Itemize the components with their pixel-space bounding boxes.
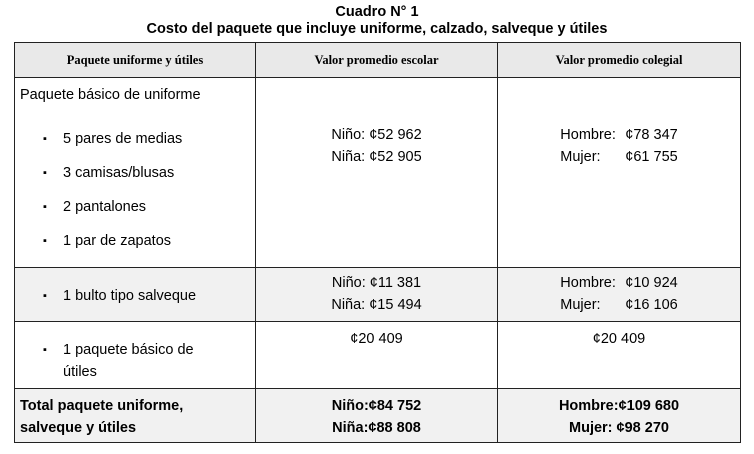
table-row-supplies [15, 322, 741, 389]
list-item: ▪ 2 pantalones [15, 196, 255, 218]
header-colegial: Valor promedio colegial [498, 43, 741, 78]
colegial-values: Hombre: ¢78 347 Mujer: ¢61 755 [560, 127, 678, 165]
colegial-values: Hombre: ¢10 924 Mujer: ¢16 106 [560, 275, 678, 313]
escolar-value: Niño: ¢52 962 [331, 127, 422, 143]
bag-escolar-cell [256, 268, 498, 322]
escolar-value: ¢20 409 [350, 331, 403, 347]
total-label-cell: Total paquete uniforme, salveque y útiles [15, 389, 256, 443]
table-subtitle: Costo del paquete que incluye uniforme, calzado, salveque y útiles [146, 21, 608, 37]
total-colegial-value: Mujer: ¢98 270 [569, 420, 669, 436]
escolar-value: Niña: ¢52 905 [331, 149, 422, 165]
bullet-icon: ▪ [43, 201, 47, 213]
table-title: Cuadro N° 1 [335, 4, 419, 20]
uniform-package-cell [15, 78, 256, 268]
colegial-value: ¢20 409 [592, 331, 646, 347]
list-item: ▪ 1 bulto tipo salveque [15, 268, 255, 307]
supplies-escolar-cell [256, 322, 498, 389]
bag-package-cell [15, 268, 256, 322]
table-row-total [15, 389, 741, 443]
total-colegial-cell [498, 389, 741, 443]
supplies-colegial-cell [498, 322, 741, 389]
total-colegial-value: Hombre:¢109 680 [558, 398, 680, 414]
list-item: ▪ 5 pares de medias [15, 128, 255, 150]
escolar-value: Niña: ¢15 494 [331, 297, 422, 313]
table-row-uniform [15, 78, 741, 268]
bullet-icon: ▪ [43, 290, 47, 302]
escolar-value: Niño: ¢11 381 [331, 275, 422, 291]
list-item: ▪ 1 paquete básico de útiles [15, 322, 255, 383]
bag-colegial-cell [498, 268, 741, 322]
uniform-heading: Paquete básico de uniforme [20, 87, 201, 103]
bullet-icon: ▪ [43, 133, 47, 145]
bullet-icon: ▪ [43, 235, 47, 247]
header-package: Paquete uniforme y útiles [15, 43, 256, 78]
list-item: ▪ 3 camisas/blusas [15, 162, 255, 184]
header-escolar: Valor promedio escolar [256, 43, 498, 78]
list-item: ▪ 1 par de zapatos [15, 230, 255, 252]
supplies-package-cell [15, 322, 256, 389]
table-row-bag [15, 268, 741, 322]
bullet-icon: ▪ [43, 344, 47, 356]
header-row [15, 43, 741, 78]
total-escolar-value: Niño:¢84 752 [331, 398, 422, 414]
bullet-icon: ▪ [43, 167, 47, 179]
total-escolar-value: Niña:¢88 808 [332, 420, 421, 436]
uniform-colegial-cell [498, 78, 741, 268]
total-escolar-cell [256, 389, 498, 443]
cost-table [14, 42, 741, 443]
uniform-escolar-cell [256, 78, 498, 268]
